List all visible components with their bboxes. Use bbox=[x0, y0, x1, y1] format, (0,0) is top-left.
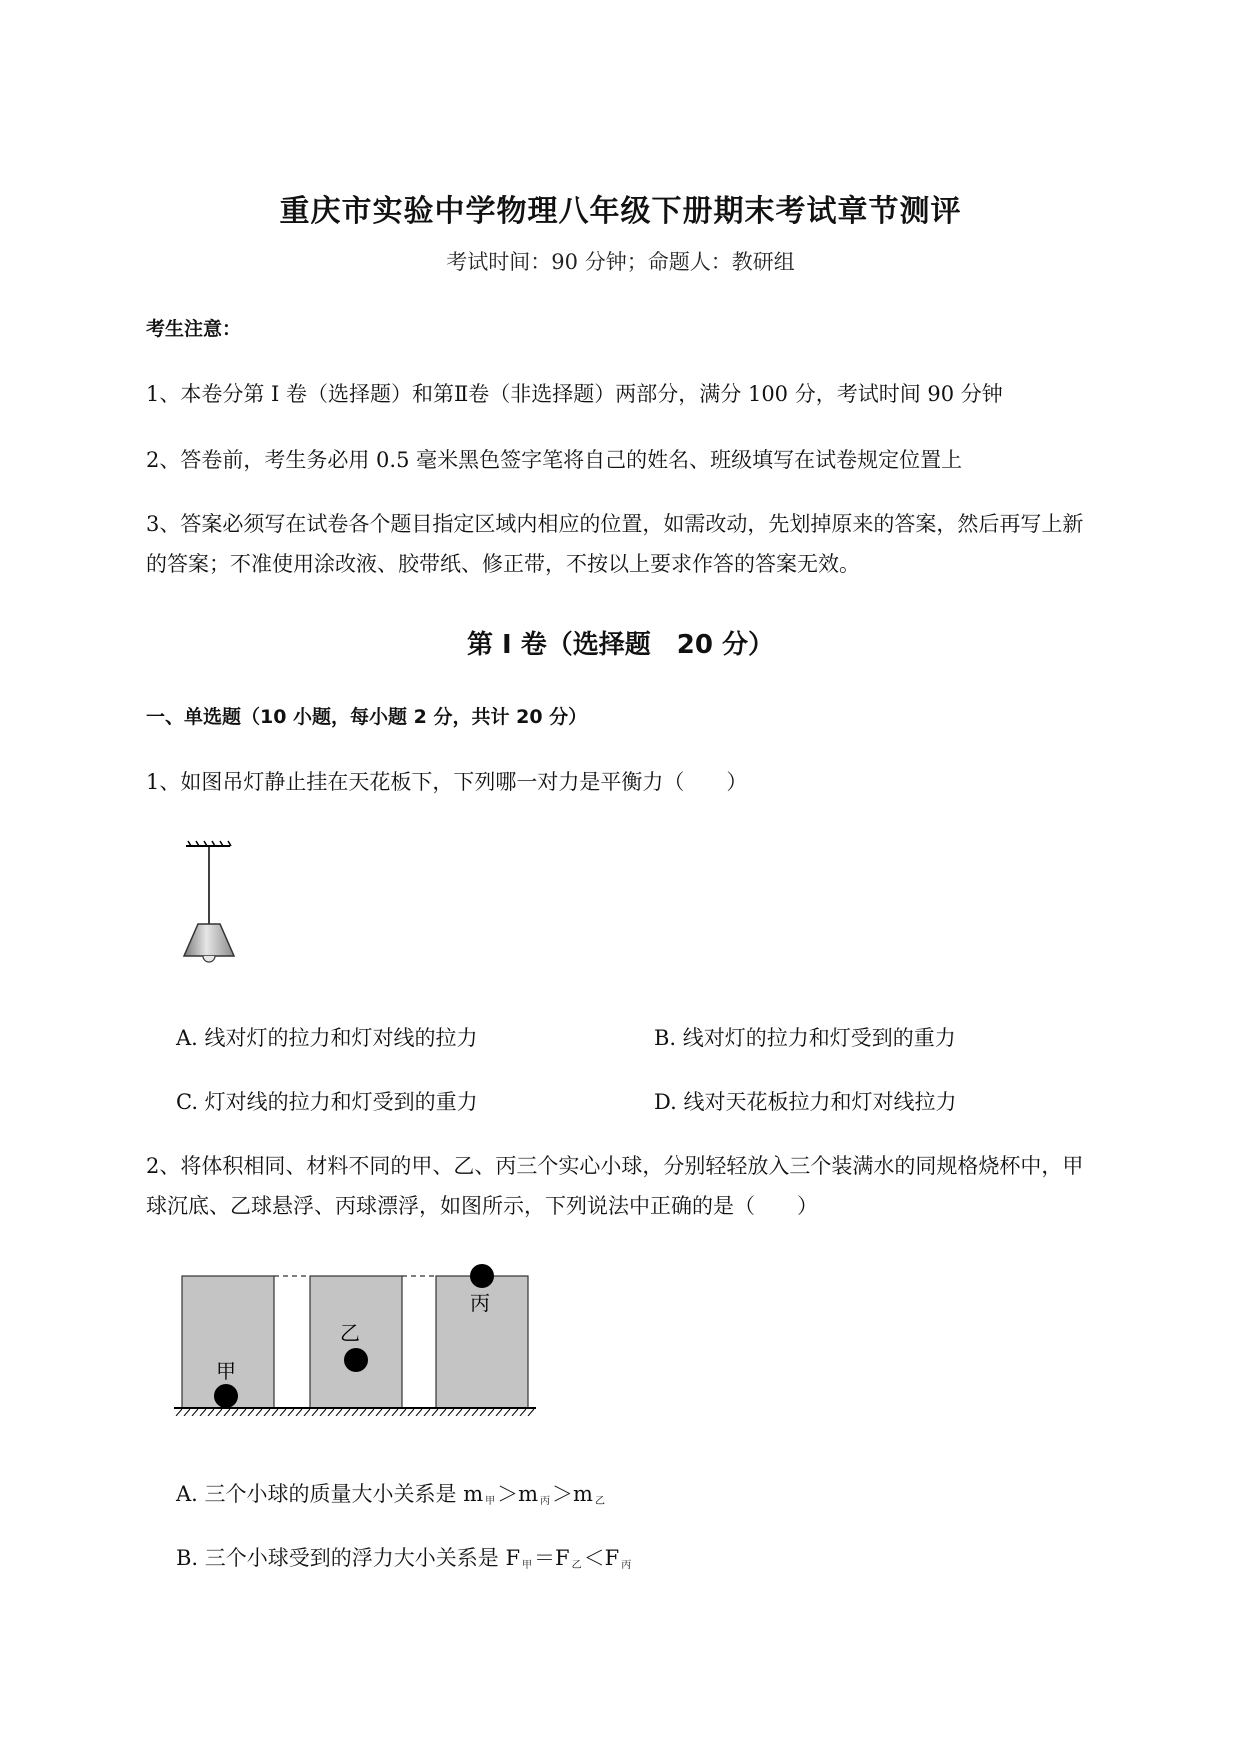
question-2-option-b[interactable] bbox=[176, 1542, 633, 1572]
subscript-bing: 丙 bbox=[621, 1560, 632, 1571]
ceiling-hatch bbox=[186, 841, 231, 846]
question-2-stem-line-2: 球沉底、乙球悬浮、丙球漂浮，如图所示，下列说法中正确的是（ ） bbox=[146, 1194, 818, 1218]
lamp-bulb bbox=[203, 956, 215, 962]
section-title: 第 I 卷（选择题 20 分） bbox=[466, 630, 774, 660]
label-yi: 乙 bbox=[340, 1321, 360, 1345]
page-title: 重庆市实验中学物理八年级下册期末考试章节测评 bbox=[279, 194, 962, 229]
mass-symbol: m bbox=[463, 1482, 484, 1506]
table-surface bbox=[174, 1408, 536, 1416]
force-symbol: F bbox=[555, 1546, 570, 1570]
question-2-stem-line-1: 2、将体积相同、材料不同的甲、乙、丙三个实心小球，分别轻轻放入三个装满水的同规格烧杯中，甲 bbox=[146, 1154, 1084, 1178]
question-1-option-b[interactable]: B. 线对灯的拉力和灯受到的重力 bbox=[654, 1026, 956, 1050]
lamp-shade bbox=[184, 924, 234, 956]
notice-item-2: 2、答卷前，考生务必用 0.5 毫米黑色签字笔将自己的姓名、班级填写在试卷规定位置上 bbox=[146, 448, 963, 472]
force-symbol: F bbox=[604, 1546, 620, 1570]
less-than: ＜ bbox=[583, 1546, 605, 1570]
label-jia: 甲 bbox=[216, 1359, 236, 1383]
mass-symbol: m bbox=[518, 1482, 539, 1506]
ball-jia bbox=[214, 1384, 238, 1408]
exam-subtitle: 考试时间：90 分钟；命题人：教研组 bbox=[446, 250, 795, 274]
option-a-text: A. 三个小球的质量大小关系是 bbox=[176, 1482, 464, 1506]
beakers-figure bbox=[170, 1256, 540, 1416]
greater-than: ＞ bbox=[552, 1482, 574, 1506]
ball-yi bbox=[344, 1348, 368, 1372]
notice-item-3: 3、答案必须写在试卷各个题目指定区域内相应的位置，如需改动，先划掉原来的答案，然后再写上新 bbox=[146, 512, 1084, 536]
question-1-option-d[interactable]: D. 线对天花板拉力和灯对线拉力 bbox=[654, 1090, 957, 1114]
force-symbol: F bbox=[505, 1546, 521, 1570]
notice-item-3-cont: 的答案；不准使用涂改液、胶带纸、修正带，不按以上要求作答的答案无效。 bbox=[146, 552, 860, 576]
notice-item-1: 1、本卷分第 I 卷（选择题）和第Ⅱ卷（非选择题）两部分，满分 100 分，考试时间 90 分钟 bbox=[146, 382, 1003, 406]
question-1-option-a[interactable]: A. 线对灯的拉力和灯对线的拉力 bbox=[176, 1026, 478, 1050]
part-heading: 一、单选题（10 小题，每小题 2 分，共计 20 分） bbox=[146, 706, 588, 728]
notice-heading: 考生注意： bbox=[146, 318, 242, 340]
question-1-stem: 1、如图吊灯静止挂在天花板下，下列哪一对力是平衡力（ ） bbox=[146, 770, 748, 794]
subscript-jia: 甲 bbox=[485, 1496, 496, 1507]
ceiling-lamp-figure bbox=[176, 840, 246, 970]
subscript-yi: 乙 bbox=[571, 1560, 582, 1571]
mass-symbol: m bbox=[573, 1482, 593, 1506]
question-1-option-c[interactable]: C. 灯对线的拉力和灯受到的重力 bbox=[176, 1090, 478, 1114]
ball-bing bbox=[470, 1264, 494, 1288]
subscript-yi: 乙 bbox=[594, 1496, 605, 1507]
greater-than: ＞ bbox=[497, 1482, 519, 1506]
option-b-text: B. 三个小球受到的浮力大小关系是 bbox=[176, 1546, 506, 1570]
subscript-bing: 丙 bbox=[540, 1496, 551, 1507]
question-2-option-a[interactable] bbox=[176, 1478, 607, 1508]
label-bing: 丙 bbox=[470, 1291, 490, 1315]
equals: ＝ bbox=[534, 1546, 556, 1570]
subscript-jia: 甲 bbox=[522, 1560, 533, 1571]
